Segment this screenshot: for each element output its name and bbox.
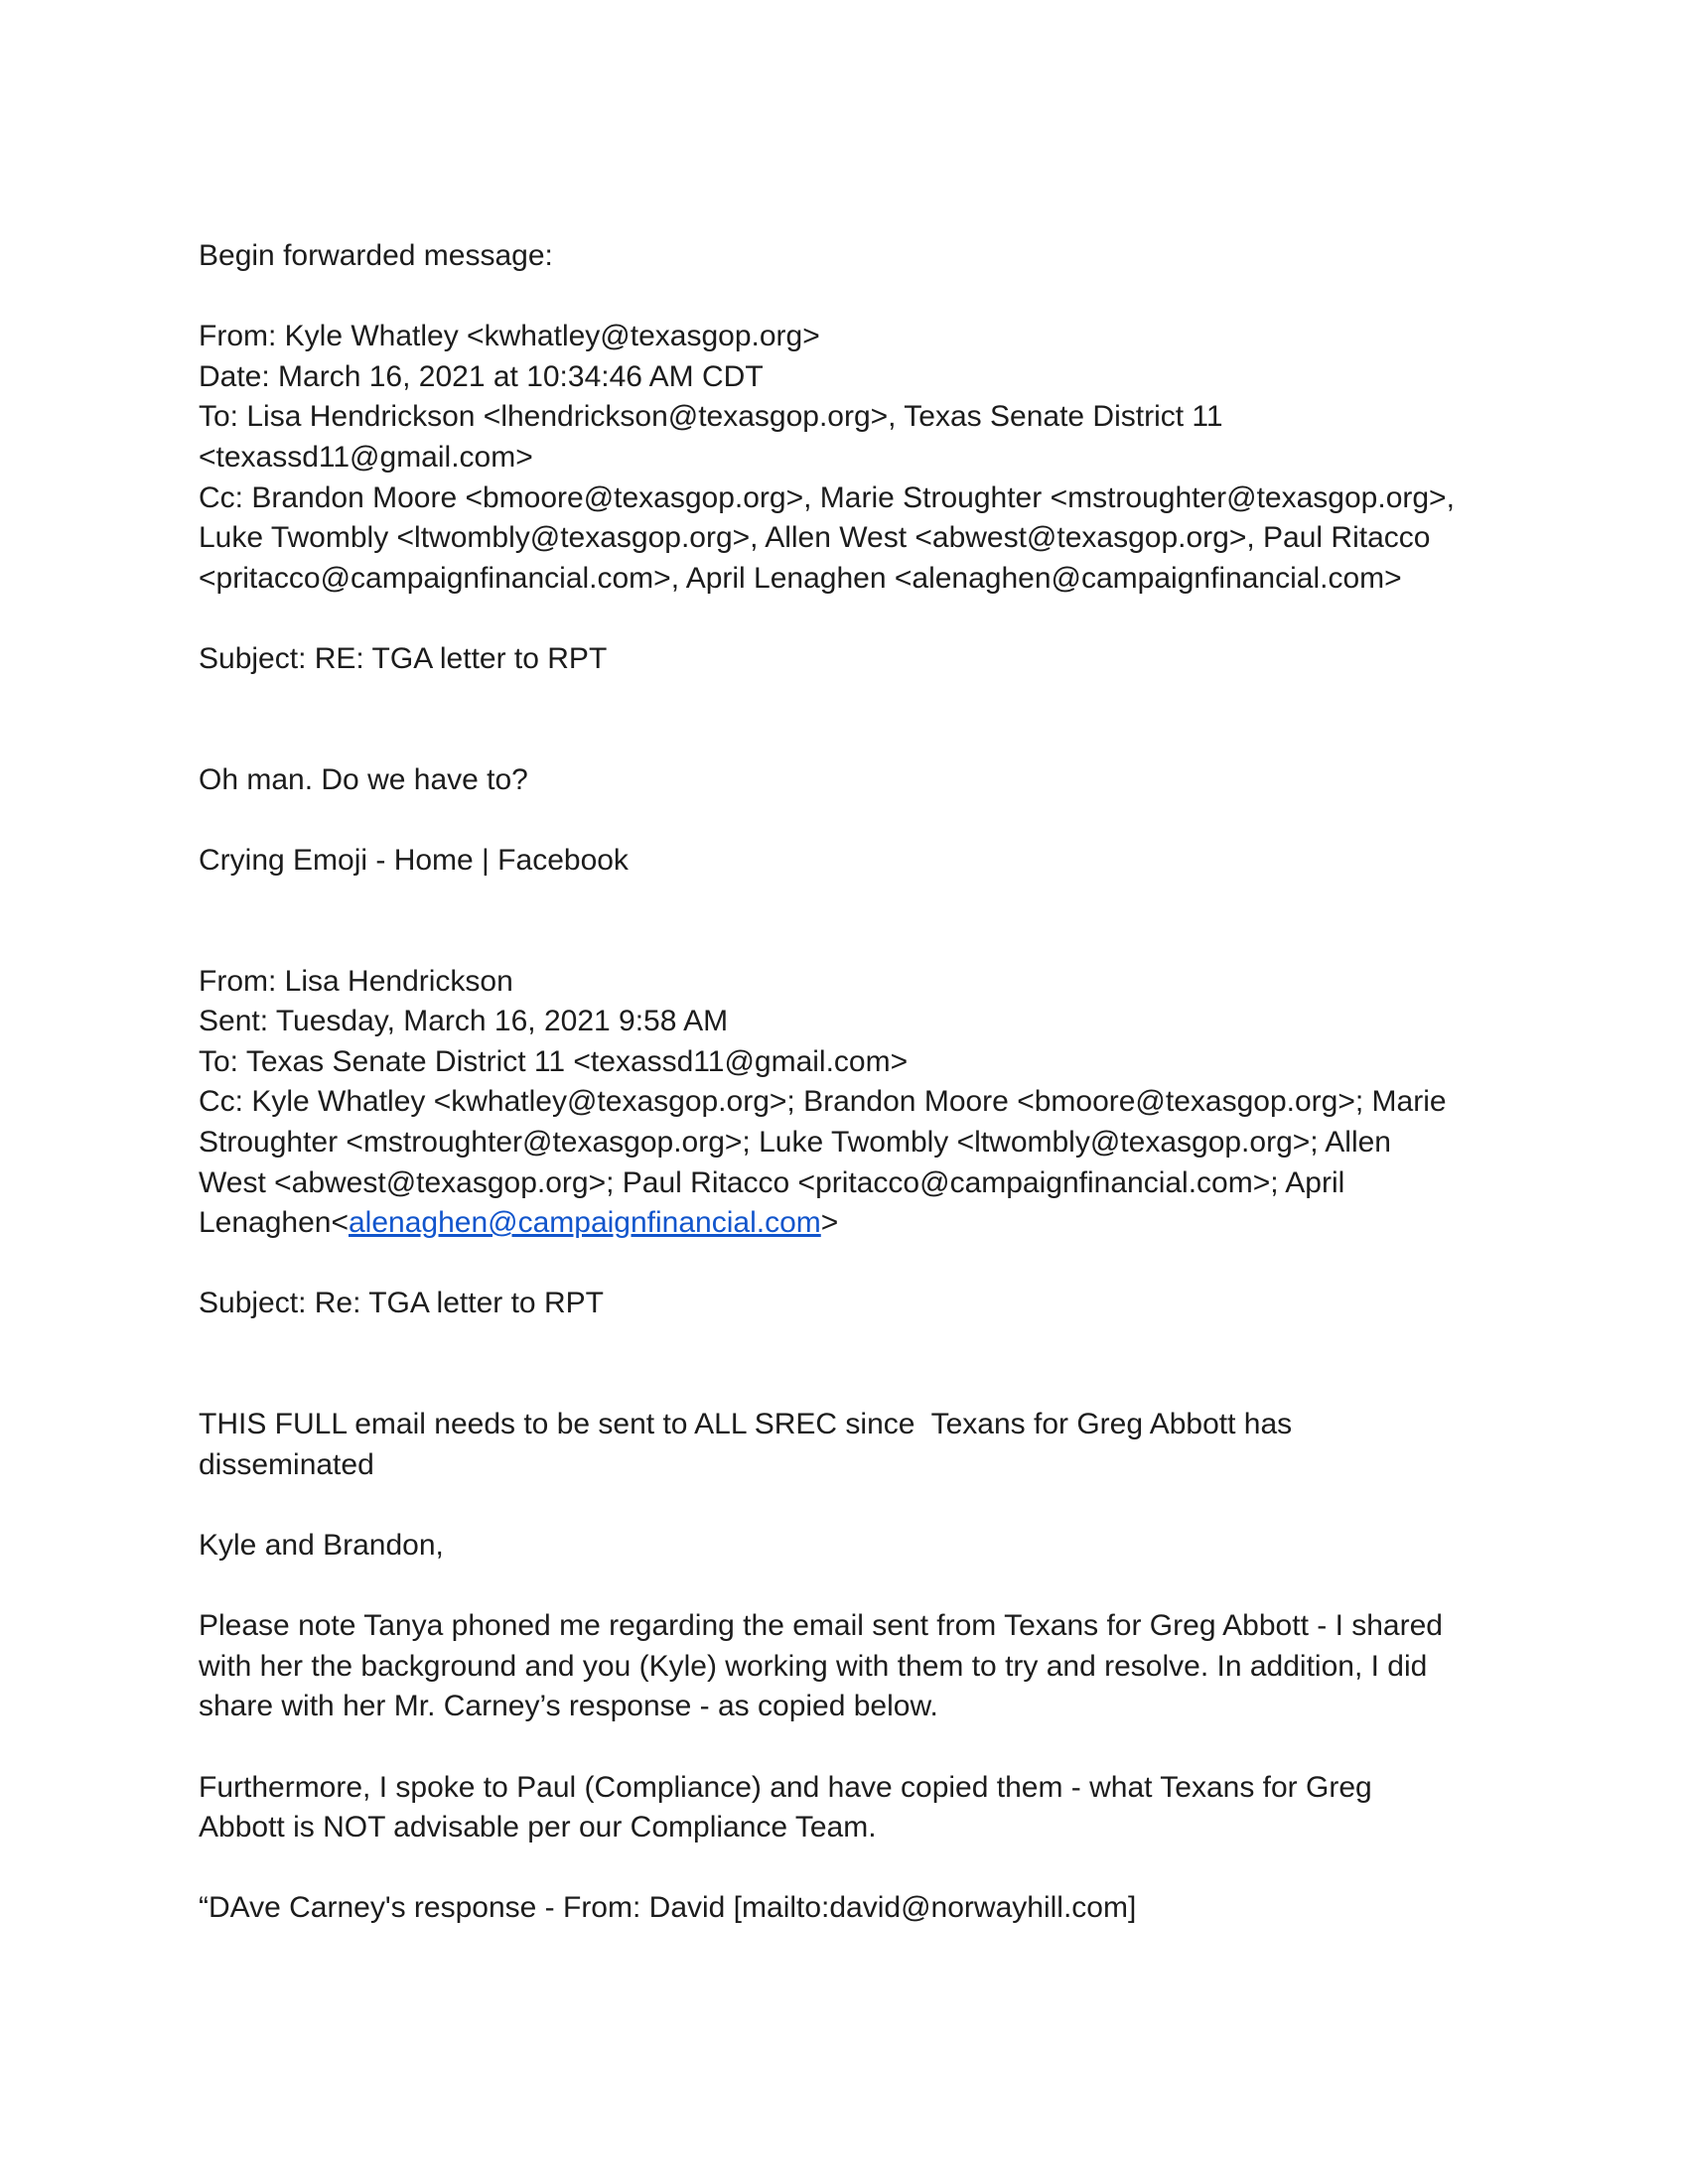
header-cc-line-2: Luke Twombly <ltwombly@texasgop.org>, Allen West <abwest@texasgop.org>, Paul Ritacco [199, 521, 1431, 555]
header-cc-line-1: Cc: Brandon Moore <bmoore@texasgop.org>, Marie Stroughter <mstroughter@texasgop.org>, [199, 480, 1455, 514]
header-date: Date: March 16, 2021 at 10:34:46 AM CDT [199, 359, 764, 393]
spacer [199, 277, 1489, 318]
original-header [199, 962, 1489, 1324]
body-paragraph-1-line-1: THIS FULL email needs to be sent to ALL SREC since Texans for Greg Abbott has [199, 1408, 1293, 1441]
header-to-line-2: <texassd11@gmail.com> [199, 440, 533, 474]
original-cc-line-2: Stroughter <mstroughter@texasgop.org>; Luke Twombly <ltwombly@texasgop.org>; Allen [199, 1126, 1391, 1160]
header-from: From: Kyle Whatley <kwhatley@texasgop.org> [199, 320, 820, 353]
cc-suffix: > [820, 1206, 839, 1240]
spacer [199, 1727, 1489, 1768]
header-cc-line-3: <pritacco@campaignfinancial.com>, April Lenaghen <alenaghen@campaignfinancial.com> [199, 561, 1402, 595]
original-cc-line-3: West <abwest@texasgop.org>; Paul Ritacco <pritacco@campaignfinancial.com>; April [199, 1165, 1345, 1199]
reply-body-line: Oh man. Do we have to? [199, 762, 528, 796]
body-paragraph-3-line-2: Abbott is NOT advisable per our Compliance Team. [199, 1811, 877, 1844]
spacer [199, 1567, 1489, 1607]
spacer [199, 680, 1489, 760]
body-paragraph-2-line-2: with her the background and you (Kyle) working with them to try and resolve. In addition, I did [199, 1649, 1428, 1683]
spacer [199, 1244, 1489, 1285]
spacer [199, 1324, 1489, 1405]
original-sent: Sent: Tuesday, March 16, 2021 9:58 AM [199, 1005, 729, 1038]
body-greeting: Kyle and Brandon, [199, 1529, 444, 1562]
document-page [199, 236, 1489, 1929]
body-paragraph-3-line-1: Furthermore, I spoke to Paul (Compliance) and have copied them - what Texans for Greg [199, 1770, 1372, 1804]
spacer [199, 800, 1489, 841]
original-to: To: Texas Senate District 11 <texassd11@gmail.com> [199, 1044, 909, 1078]
original-subject: Subject: Re: TGA letter to RPT [199, 1287, 604, 1320]
spacer [199, 1848, 1489, 1889]
header-subject: Subject: RE: TGA letter to RPT [199, 641, 608, 675]
spacer [199, 599, 1489, 639]
reply-body-emoji-text: Crying Emoji - Home | Facebook [199, 843, 629, 877]
spacer [199, 1485, 1489, 1526]
forwarded-header [199, 317, 1489, 679]
original-cc-line-4 [199, 1203, 1489, 1244]
spacer [199, 882, 1489, 962]
email-link[interactable]: alenaghen@campaignfinancial.com [349, 1206, 821, 1240]
body-paragraph-2-line-1: Please note Tanya phoned me regarding the email sent from Texans for Greg Abbott - I shared [199, 1609, 1443, 1643]
body-paragraph-1-line-2: disseminated [199, 1447, 374, 1481]
forward-intro: Begin forwarded message: [199, 239, 553, 272]
header-to-line-1: To: Lisa Hendrickson <lhendrickson@texasgop.org>, Texas Senate District 11 [199, 400, 1223, 434]
body-quote-start: “DAve Carney's response - From: David [mailto:david@norwayhill.com] [199, 1891, 1137, 1925]
body-paragraph-2-line-3: share with her Mr. Carney’s response - as copied below. [199, 1690, 938, 1723]
original-from: From: Lisa Hendrickson [199, 964, 513, 998]
cc-prefix: Lenaghen< [199, 1206, 349, 1240]
original-cc-line-1: Cc: Kyle Whatley <kwhatley@texasgop.org>; Brandon Moore <bmoore@texasgop.org>; Marie [199, 1085, 1447, 1119]
